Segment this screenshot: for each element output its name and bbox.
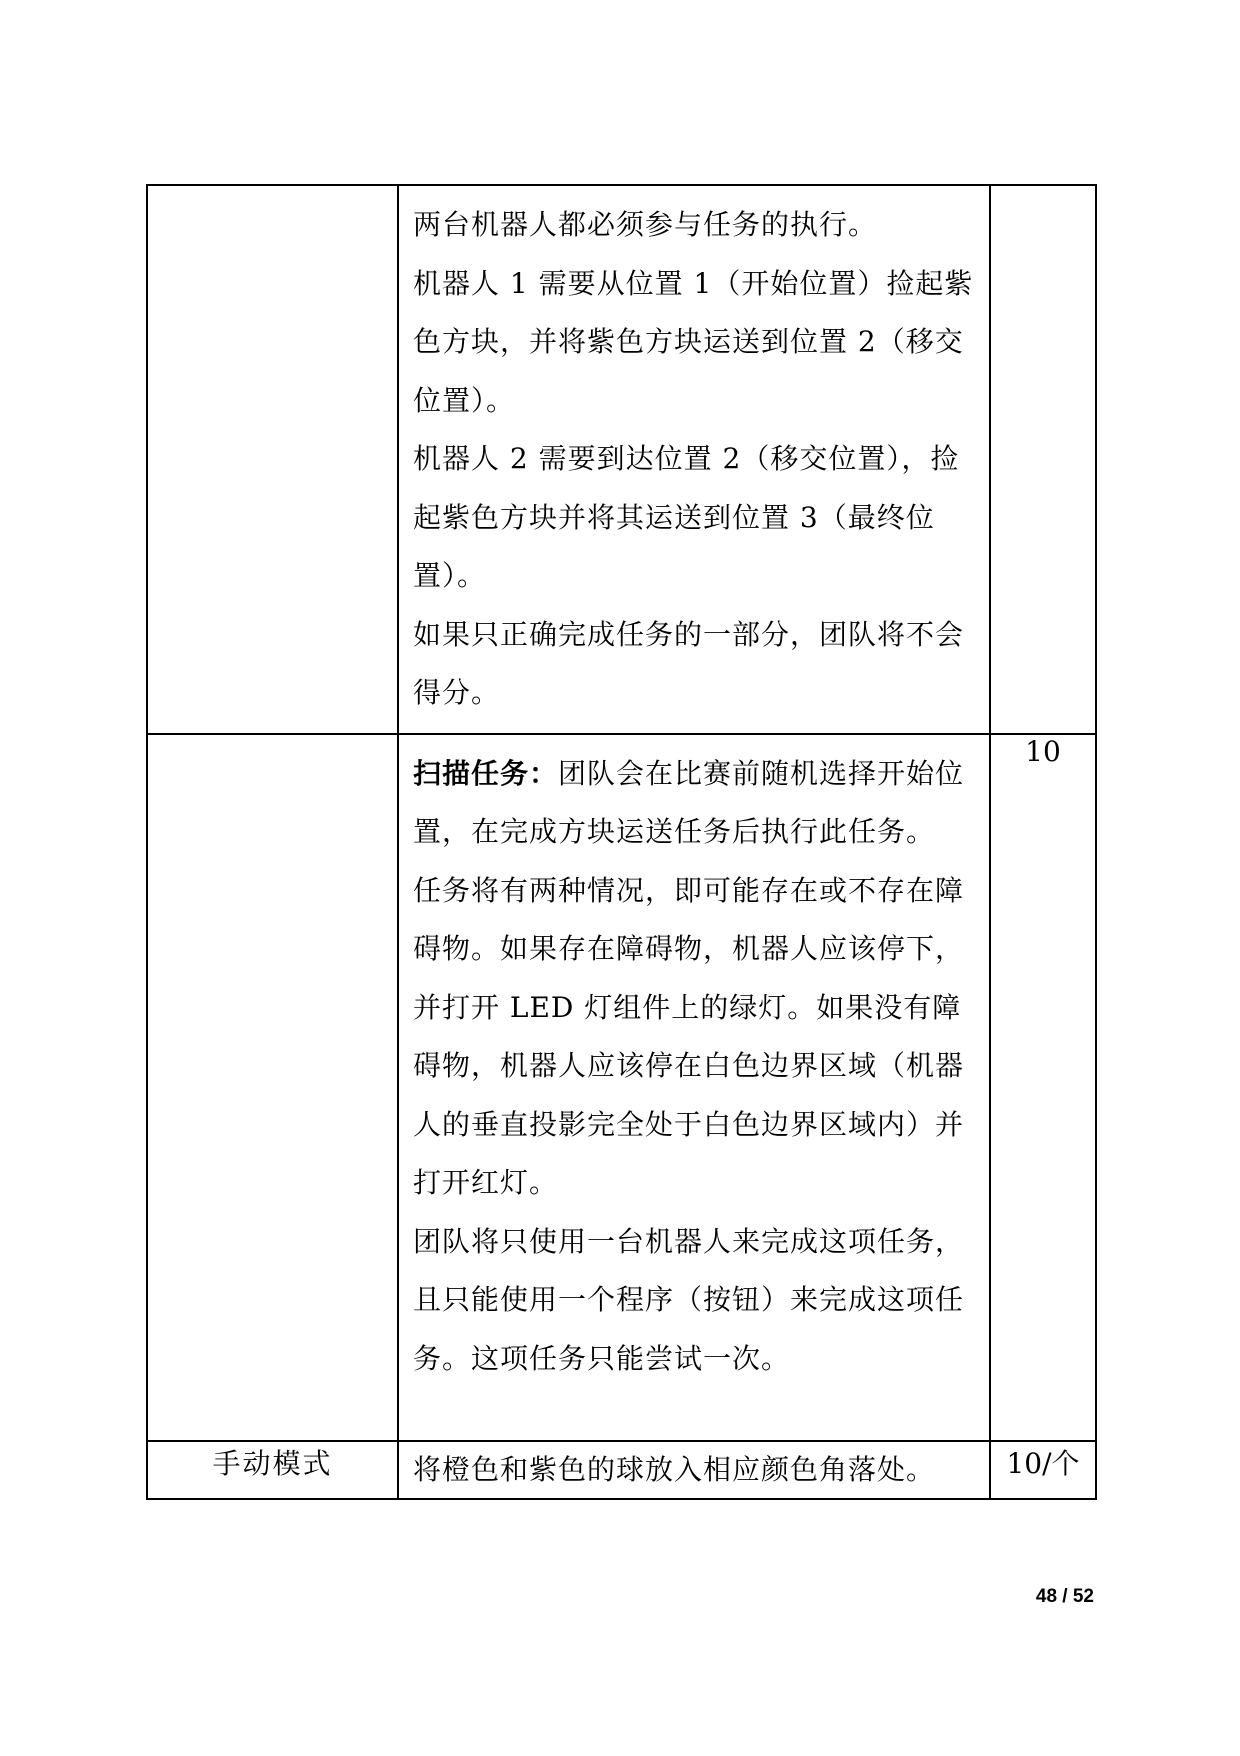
- task-description-cell: [398, 734, 990, 1441]
- task-description-cell: [398, 1441, 990, 1499]
- table-row: [147, 1441, 1096, 1499]
- task-description-cell: [398, 185, 990, 734]
- score-cell: 10: [990, 734, 1096, 1441]
- paragraph: 将橙色和紫色的球放入相应颜色角落处。: [413, 1452, 936, 1486]
- scan-task-heading: 扫描任务：: [413, 756, 559, 790]
- page-number: 48 / 52: [1035, 1586, 1094, 1607]
- scan-task-intro: 团队会在比赛前随机选择开始位置，在完成方块运送任务后执行此任务。: [413, 756, 965, 848]
- task-category-cell: [147, 734, 398, 1441]
- table-row: [147, 185, 1096, 734]
- paragraph: 团队将只使用一台机器人来完成这项任务，且只能使用一个程序（按钮）来完成这项任务。这项任务只能尝试一次。: [413, 1224, 965, 1375]
- score-cell: [990, 185, 1096, 734]
- task-category-cell: 手动模式: [147, 1441, 398, 1499]
- paragraph: 如果只正确完成任务的一部分，团队将不会得分。: [413, 617, 965, 709]
- paragraph: 任务将有两种情况，即可能存在或不存在障碍物。如果存在障碍物，机器人应该停下，并打开 LED 灯组件上的绿灯。如果没有障碍物，机器人应该停在白色边界区域（机器人的垂直投影完全处于白色边界区域内）并打开红灯。: [413, 873, 965, 1199]
- scoring-table: [146, 184, 1097, 1500]
- paragraph: 两台机器人都必须参与任务的执行。: [413, 208, 878, 241]
- task-category-cell: [147, 185, 398, 734]
- score-cell: 10/个: [990, 1441, 1096, 1499]
- paragraph: [413, 745, 977, 862]
- paragraph: 机器人 2 需要到达位置 2（移交位置），捡起紫色方块并将其运送到位置 3（最终位置）。: [413, 442, 960, 592]
- table-row: [147, 734, 1096, 1441]
- paragraph: 机器人 1 需要从位置 1（开始位置）捡起紫色方块，并将紫色方块运送到位置 2（移交位置）。: [413, 266, 974, 417]
